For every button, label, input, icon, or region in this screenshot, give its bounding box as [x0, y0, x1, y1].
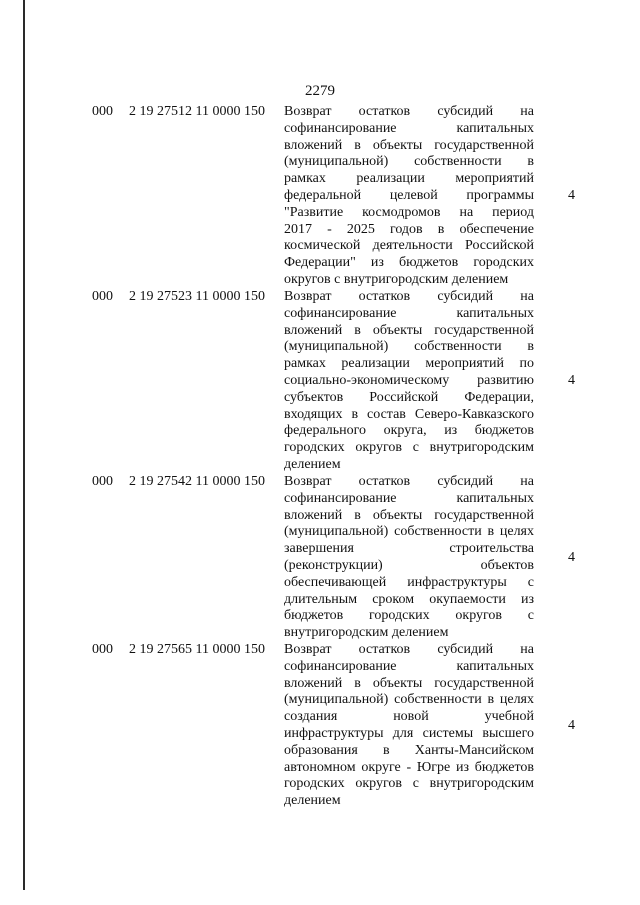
description-line: субъектов Российской Федерации,: [284, 389, 534, 405]
kbk-code: 2 19 27523 11 0000 150: [129, 289, 265, 304]
description-line: Возврат остатков субсидий на: [284, 474, 534, 489]
description-line: софинансирование капитальных: [284, 305, 534, 321]
table-row: [0, 474, 640, 642]
admin-code: 000: [92, 289, 113, 304]
admin-code: 000: [92, 642, 113, 657]
row-description: [284, 474, 534, 642]
kbk-code: 2 19 27512 11 0000 150: [129, 104, 265, 119]
description-line: инфраструктуры для системы высшего: [284, 725, 534, 741]
description-line: (муниципальной) собственности в целях: [284, 524, 534, 540]
amount-value: 4: [568, 718, 575, 733]
description-line: (муниципальной) собственности в целях: [284, 692, 534, 708]
description-line: 2017 - 2025 годов в обеспечение: [284, 221, 534, 237]
description-line: Федерации" из бюджетов городских: [284, 255, 534, 271]
row-description: [284, 289, 534, 474]
description-line: Возврат остатков субсидий на: [284, 642, 534, 657]
description-line: "Развитие космодромов на период: [284, 204, 534, 220]
description-line: федеральной целевой программы: [284, 187, 534, 203]
description-line: вложений в объекты государственной: [284, 507, 534, 523]
description-line: (муниципальной) собственности в: [284, 154, 534, 170]
amount-value: 4: [568, 188, 575, 203]
description-line: космической деятельности Российской: [284, 238, 534, 254]
description-line: вложений в объекты государственной: [284, 322, 534, 338]
description-line: делением: [284, 456, 341, 472]
description-line: округов с внутригородским делением: [284, 271, 509, 287]
admin-code: 000: [92, 474, 113, 489]
description-line: рамках реализации мероприятий: [284, 171, 534, 187]
description-line: рамках реализации мероприятий по: [284, 356, 534, 372]
description-line: вложений в объекты государственной: [284, 675, 534, 691]
description-line: бюджетов городских округов с: [284, 608, 534, 624]
description-line: (реконструкции) объектов: [284, 557, 534, 573]
description-line: федерального округа, из бюджетов: [284, 423, 534, 439]
page-number: 2279: [305, 83, 335, 99]
table-row: [0, 289, 640, 474]
amount-value: 4: [568, 550, 575, 565]
row-description: [284, 104, 534, 289]
description-line: делением: [284, 793, 341, 809]
description-line: автономном округе - Югре из бюджетов: [284, 759, 534, 775]
table-row: [0, 642, 640, 810]
description-line: городских округов с внутригородским: [284, 776, 534, 792]
kbk-code: 2 19 27565 11 0000 150: [129, 642, 265, 657]
table-row: [0, 104, 640, 289]
description-line: завершения строительства: [284, 541, 534, 557]
budget-table: [0, 104, 640, 810]
row-description: [284, 642, 534, 810]
description-line: обеспечивающей инфраструктуры с: [284, 574, 534, 590]
description-line: длительным сроком окупаемости из: [284, 591, 534, 607]
description-line: городских округов с внутригородским: [284, 440, 534, 456]
description-line: софинансирование капитальных: [284, 490, 534, 506]
description-line: софинансирование капитальных: [284, 120, 534, 136]
description-line: вложений в объекты государственной: [284, 137, 534, 153]
description-line: Возврат остатков субсидий на: [284, 104, 534, 119]
admin-code: 000: [92, 104, 113, 119]
description-line: образования в Ханты-Мансийском: [284, 742, 534, 758]
kbk-code: 2 19 27542 11 0000 150: [129, 474, 265, 489]
description-line: создания новой учебной: [284, 709, 534, 725]
description-line: внутригородским делением: [284, 625, 449, 641]
description-line: (муниципальной) собственности в: [284, 339, 534, 355]
description-line: Возврат остатков субсидий на: [284, 289, 534, 304]
description-line: входящих в состав Северо-Кавказского: [284, 406, 534, 422]
description-line: социально-экономическому развитию: [284, 372, 534, 388]
description-line: софинансирование капитальных: [284, 658, 534, 674]
amount-value: 4: [568, 373, 575, 388]
